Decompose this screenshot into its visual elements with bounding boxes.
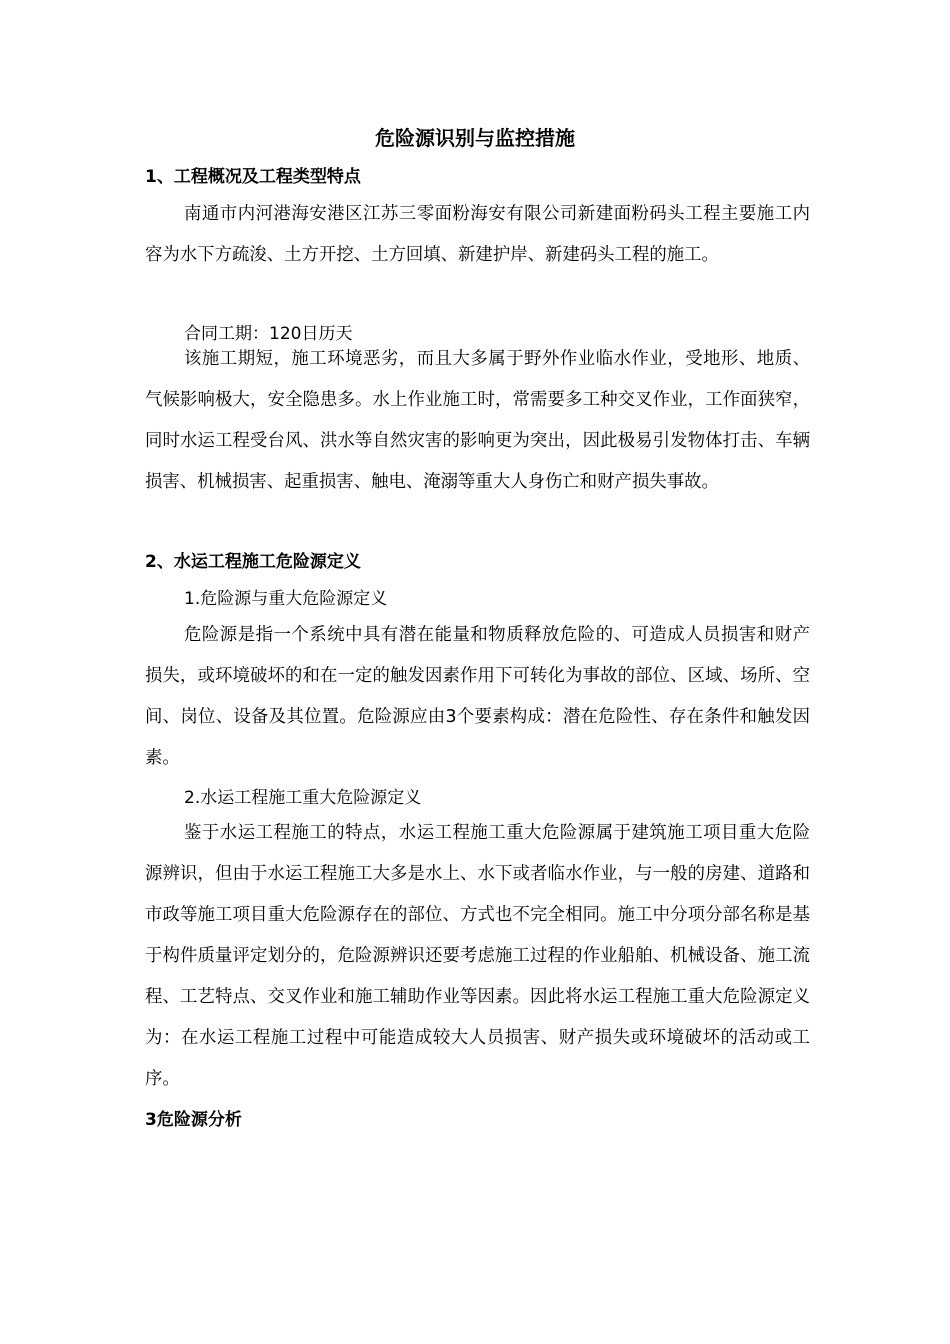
section-2-subheading-2: 2.水运工程施工重大危险源定义 [184,788,422,808]
section-2-paragraph-2: 鉴于水运工程施工的特点，水运工程施工重大危险源属于建筑施工项目重大危险源辨识，但由于水运工程施工大多是水上、水下或者临水作业，与一般的房建、道路和市政等施工项目重大危险源存在的部位、方式也不完全相同。施工中分项分部名称是基于构件质量评定划分的，危险源辨识还要考虑施工过程的作业船舶、机械设备、施工流程、工艺特点、交叉作业和施工辅助作业等因素。因此将水运工程施工重大危险源定义为：在水运工程施工过程中可能造成较大人员损害、财产损失或环境破坏的活动或工序。 [145,823,810,1089]
section-3-heading: 3危险源分析 [145,1110,242,1130]
section-1-heading: 1、工程概况及工程类型特点 [145,167,361,187]
contract-period-line: 合同工期：120日历天 [184,324,353,344]
section-2-heading: 2、水运工程施工危险源定义 [145,552,361,572]
section-1-paragraph-2: 该施工期短，施工环境恶劣，而且大多属于野外作业临水作业，受地形、地质、气候影响极大，安全隐患多。水上作业施工时，常需要多工种交叉作业，工作面狭窄，同时水运工程受台风、洪水等自然灾害的影响更为突出，因此极易引发物体打击、车辆损害、机械损害、起重损害、触电、淹溺等重大人身伤亡和财产损失事故。 [145,349,810,492]
section-2-paragraph-1: 危险源是指一个系统中具有潜在能量和物质释放危险的、可造成人员损害和财产损失，或环境破坏的和在一定的触发因素作用下可转化为事故的部位、区域、场所、空间、岗位、设备及其位置。危险源应由3个要素构成：潜在危险性、存在条件和触发因素。 [145,625,810,768]
document-title: 危险源识别与监控措施 [375,126,575,150]
section-1-paragraph-1: 南通市内河港海安港区江苏三零面粉海安有限公司新建面粉码头工程主要施工内容为水下方疏浚、土方开挖、土方回填、新建护岸、新建码头工程的施工。 [145,204,810,265]
section-2-subheading-1: 1.危险源与重大危险源定义 [184,589,388,609]
